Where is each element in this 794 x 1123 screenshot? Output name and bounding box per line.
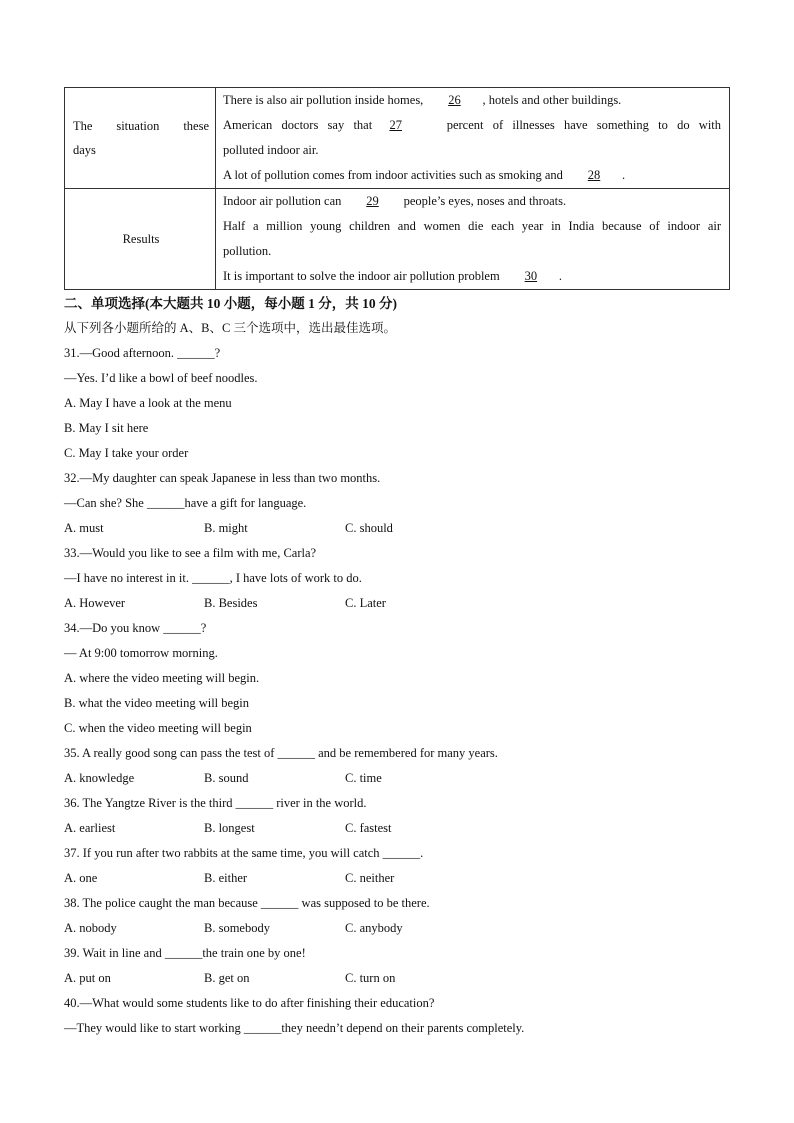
content-line <box>223 239 721 264</box>
question-reply: —Can she? She ______have a gift for language. <box>64 496 307 510</box>
option-a: A. earliest <box>64 821 116 835</box>
question-reply: —Yes. I’d like a bowl of beef noodles. <box>64 371 258 385</box>
option-a: A. May I have a look at the menu <box>64 396 232 410</box>
row-content <box>216 189 730 290</box>
line-text: percent of illnesses have something to do with <box>446 118 722 132</box>
option-c: C. Later <box>345 596 386 610</box>
option-b: B. Besides <box>204 596 258 610</box>
line-text: There is also air pollution inside homes, <box>223 93 424 107</box>
option-a: A. knowledge <box>64 771 135 785</box>
option-c: C. should <box>345 521 393 535</box>
content-line <box>223 189 721 214</box>
answer-blank-30: 30 <box>524 269 538 283</box>
line-text: polluted indoor air. <box>223 143 319 157</box>
option-c: C. neither <box>345 871 395 885</box>
option-a: A. nobody <box>64 921 117 935</box>
line-text: pollution. <box>223 244 272 258</box>
option-a: A. where the video meeting will begin. <box>64 671 260 685</box>
option-row <box>64 766 734 791</box>
option-c: C. anybody <box>345 921 403 935</box>
option-row <box>64 591 734 616</box>
question-stem: 31.—Good afternoon. ______? <box>64 346 221 360</box>
section-title: 二、单项选择(本大题共 10 小题，每小题 1 分，共 10 分) <box>64 296 397 311</box>
question-stem: 33.—Would you like to see a film with me, Carla? <box>64 546 317 560</box>
question-stem: 36. The Yangtze River is the third ______ river in the world. <box>64 796 367 810</box>
line-text: Half a million young children and women die each year in India because of indoor air <box>223 219 721 233</box>
section-instruction: 从下列各小题所给的 A、B、C 三个选项中，选出最佳选项。 <box>64 321 396 335</box>
option-b: B. sound <box>204 771 249 785</box>
option-c: C. when the video meeting will begin <box>64 721 252 735</box>
option-b: B. longest <box>204 821 255 835</box>
table-row <box>65 88 730 189</box>
question-section <box>64 291 734 1041</box>
content-line <box>223 138 721 163</box>
line-text: Indoor air pollution can <box>223 194 342 208</box>
option-row <box>64 966 734 991</box>
row-label-line: The situation these <box>73 119 209 133</box>
line-text: people’s eyes, noses and throats. <box>403 194 567 208</box>
option-c: C. fastest <box>345 821 392 835</box>
line-text: . <box>558 269 562 283</box>
option-b: B. somebody <box>204 921 270 935</box>
content-line <box>223 214 721 239</box>
line-text: , hotels and other buildings. <box>482 93 622 107</box>
table-row <box>65 189 730 290</box>
option-a: A. must <box>64 521 104 535</box>
row-content <box>216 88 730 189</box>
option-b: B. get on <box>204 971 250 985</box>
row-label-situation <box>65 88 216 189</box>
question-stem: 39. Wait in line and ______the train one by one! <box>64 946 306 960</box>
row-label-line: days <box>73 143 96 157</box>
option-b: B. what the video meeting will begin <box>64 696 250 710</box>
option-row <box>64 816 734 841</box>
line-text: American doctors say that <box>223 118 373 132</box>
answer-blank-29: 29 <box>366 194 379 208</box>
option-b: B. might <box>204 521 248 535</box>
answer-blank-27: 27 <box>389 118 402 132</box>
content-line <box>223 163 721 188</box>
line-text: A lot of pollution comes from indoor activities such as smoking and <box>223 168 563 182</box>
line-text: . <box>622 168 626 182</box>
line-text: It is important to solve the indoor air pollution problem <box>223 269 500 283</box>
option-a: A. However <box>64 596 126 610</box>
question-reply: —They would like to start working ______they needn’t depend on their parents completely. <box>64 1021 525 1035</box>
option-b: B. either <box>204 871 248 885</box>
question-stem: 40.—What would some students like to do after finishing their education? <box>64 996 435 1010</box>
answer-blank-26: 26 <box>448 93 461 107</box>
option-row <box>64 916 734 941</box>
question-stem: 38. The police caught the man because ______ was supposed to be there. <box>64 896 430 910</box>
option-b: B. May I sit here <box>64 421 149 435</box>
answer-blank-28: 28 <box>587 168 601 182</box>
option-c: C. time <box>345 771 382 785</box>
content-line <box>223 88 721 113</box>
question-stem: 34.—Do you know ______? <box>64 621 207 635</box>
option-a: A. one <box>64 871 98 885</box>
content-line <box>223 113 721 138</box>
question-reply: — At 9:00 tomorrow morning. <box>64 646 218 660</box>
option-a: A. put on <box>64 971 111 985</box>
question-stem: 32.—My daughter can speak Japanese in less than two months. <box>64 471 381 485</box>
row-label-results: Results <box>65 189 216 290</box>
option-row <box>64 516 734 541</box>
question-stem: 35. A really good song can pass the test of ______ and be remembered for many years. <box>64 746 498 760</box>
option-row <box>64 866 734 891</box>
option-c: C. turn on <box>345 971 396 985</box>
question-reply: —I have no interest in it. ______, I have lots of work to do. <box>64 571 362 585</box>
content-line <box>223 264 721 289</box>
question-stem: 37. If you run after two rabbits at the same time, you will catch ______. <box>64 846 424 860</box>
option-c: C. May I take your order <box>64 446 189 460</box>
passage-summary-table <box>64 87 730 290</box>
